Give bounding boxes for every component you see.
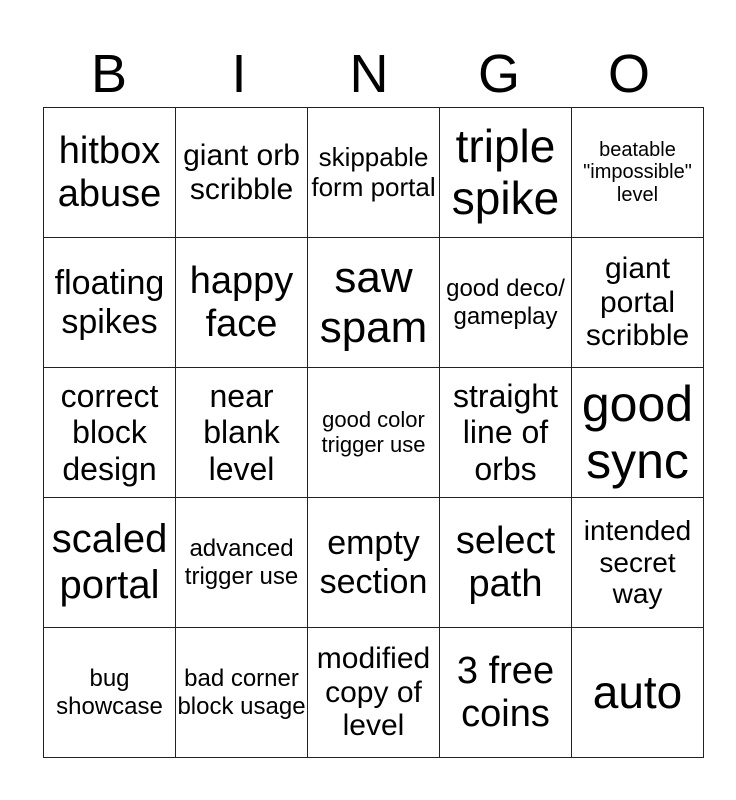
bingo-cell[interactable]: floating spikes [44,238,176,368]
bingo-cell[interactable]: 3 free coins [440,628,572,758]
bingo-cell[interactable]: correct block design [44,368,176,498]
header-letter-o: O [607,44,650,104]
bingo-cell[interactable]: empty section [308,498,440,628]
bingo-cell[interactable]: intended secret way [572,498,704,628]
bingo-cell[interactable]: good sync [572,368,704,498]
bingo-cell[interactable]: saw spam [308,238,440,368]
header-letter-b: B [90,44,128,104]
grid-row [44,498,704,628]
bingo-grid [43,107,704,758]
bingo-cell[interactable]: skippable form portal [308,108,440,238]
bingo-cell[interactable]: giant portal scribble [572,238,704,368]
bingo-cell[interactable]: beatable "impossible" level [572,108,704,238]
grid-row [44,108,704,238]
bingo-cell[interactable]: hitbox abuse [44,108,176,238]
bingo-cell[interactable]: giant orb scribble [176,108,308,238]
header-letter-g: G [477,44,520,104]
bingo-cell[interactable]: select path [440,498,572,628]
grid-row [44,368,704,498]
bingo-cell[interactable]: triple spike [440,108,572,238]
bingo-cell[interactable]: good deco/ gameplay [440,238,572,368]
bingo-cell[interactable]: bad corner block usage [176,628,308,758]
bingo-cell[interactable]: straight line of orbs [440,368,572,498]
bingo-cell[interactable]: near blank level [176,368,308,498]
grid-row [44,628,704,758]
grid-row [44,238,704,368]
bingo-cell[interactable]: happy face [176,238,308,368]
header-letter-i: I [231,44,247,104]
bingo-cell[interactable]: auto [572,628,704,758]
bingo-cell[interactable]: advanced trigger use [176,498,308,628]
header-letter-n: N [349,44,389,104]
bingo-cell[interactable]: modified copy of level [308,628,440,758]
bingo-cell[interactable]: good color trigger use [308,368,440,498]
bingo-cell[interactable]: bug showcase [44,628,176,758]
bingo-cell[interactable]: scaled portal [44,498,176,628]
bingo-header [44,44,694,104]
